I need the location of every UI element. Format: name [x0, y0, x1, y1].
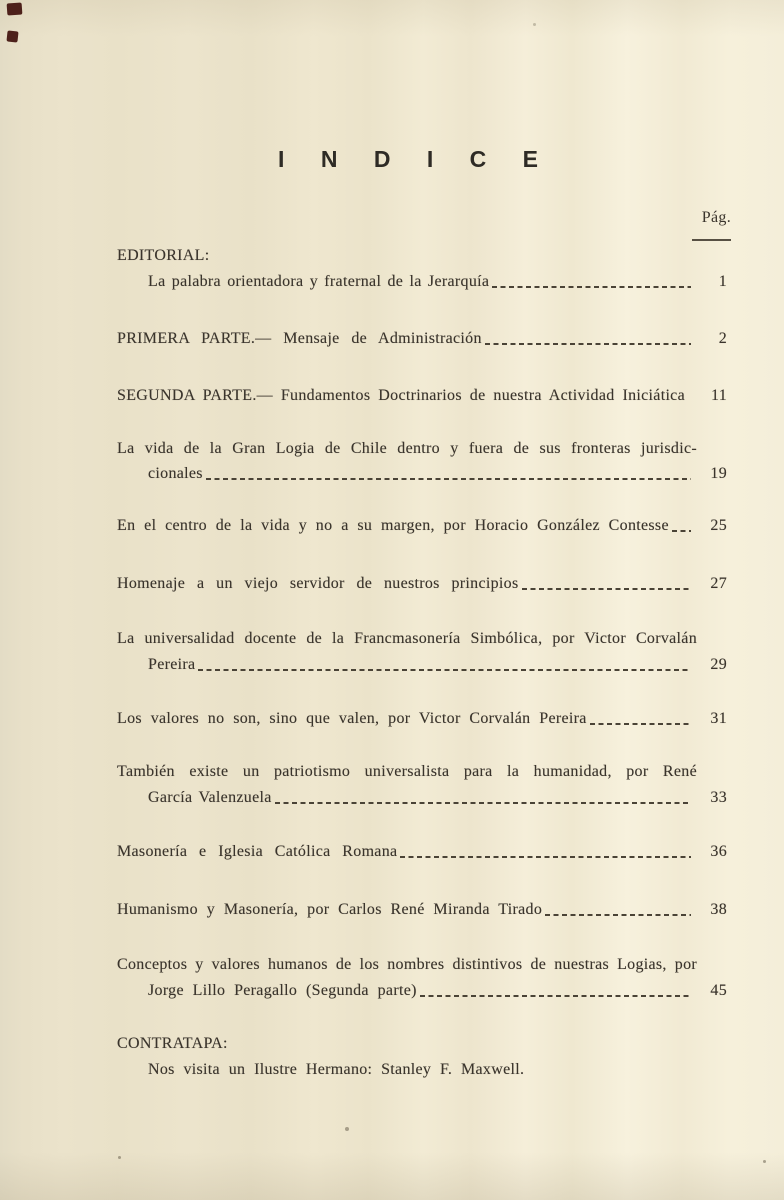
toc-section-heading: [117, 246, 727, 266]
toc-line-text: También existe un patriotismo universalista para la humanidad, por René: [117, 763, 697, 780]
toc-line-text: La vida de la Gran Logia de Chile dentro y fuera de sus fronteras jurisdic-: [117, 440, 697, 457]
toc-page-number: 27: [710, 575, 727, 592]
toc-line-text: cionales: [148, 465, 203, 482]
toc-entry: [148, 1060, 727, 1080]
page-column-label: Pág.: [701, 209, 731, 226]
toc-entry-wrap: [117, 629, 697, 649]
toc-page-number: 2: [718, 330, 727, 347]
toc-line-text: Homenaje a un viejo servidor de nuestros principios: [117, 575, 519, 592]
dash-leader: [485, 343, 691, 345]
toc-page-number: 1: [718, 273, 727, 290]
toc-entry-wrap: [117, 439, 697, 459]
toc-line-text: La universalidad docente de la Francmasonería Simbólica, por Victor Corvalán: [117, 630, 697, 647]
dash-leader: [522, 588, 692, 590]
dash-leader: [590, 723, 691, 725]
dash-leader: [198, 669, 691, 671]
toc-section-heading: [117, 1034, 727, 1054]
paper-speck: [118, 1156, 121, 1159]
ink-mark-top: [7, 2, 23, 15]
toc-entry: [117, 516, 727, 536]
page-title: I N D I C E: [278, 146, 553, 172]
toc-line-text: Conceptos y valores humanos de los nombres distintivos de nuestras Logias, por: [117, 956, 697, 973]
toc-entry: [117, 574, 727, 594]
toc-line-text: Pereira: [148, 656, 196, 673]
toc-line-text: Humanismo y Masonería, por Carlos René Miranda Tirado: [117, 901, 543, 918]
toc-entry: [117, 709, 727, 729]
dash-leader: [545, 914, 691, 916]
toc-entry: [148, 272, 727, 292]
toc-entry: [148, 788, 727, 808]
toc-entry: [148, 655, 727, 675]
toc-entry: [117, 900, 727, 920]
dash-leader: [275, 802, 691, 804]
toc-page-number: 29: [710, 656, 727, 673]
toc-line-text: EDITORIAL:: [117, 247, 210, 264]
dash-leader: [400, 856, 691, 858]
toc-page-number: 19: [710, 465, 727, 482]
toc-page-number: 25: [710, 517, 727, 534]
ink-mark-bottom: [6, 30, 18, 42]
dash-leader: [492, 286, 691, 288]
toc-page-number: 38: [710, 901, 727, 918]
toc-line-text: García Valenzuela: [148, 789, 272, 806]
page-column-underline: [692, 239, 731, 241]
toc-page-number: 36: [710, 843, 727, 860]
toc-line-text: Masonería e Iglesia Católica Romana: [117, 843, 398, 860]
dash-leader: [420, 995, 691, 997]
toc-line-text: SEGUNDA PARTE.— Fundamentos Doctrinarios de nuestra Actividad Iniciática: [117, 387, 685, 404]
paper-speck: [763, 1160, 766, 1163]
toc-line-text: CONTRATAPA:: [117, 1035, 228, 1052]
toc-entry: [148, 981, 727, 1001]
toc-line-text: Nos visita un Ilustre Hermano: Stanley F. Maxwell.: [148, 1061, 525, 1078]
paper-speck: [533, 23, 536, 26]
toc-entry-wrap: [117, 762, 697, 782]
toc-entry: [117, 329, 727, 349]
paper-speck: [345, 1127, 349, 1131]
dash-leader: [206, 478, 691, 480]
toc-entry: [117, 842, 727, 862]
toc-entry: [117, 386, 727, 406]
dash-leader: [672, 530, 691, 532]
toc-page-number: 45: [710, 982, 727, 999]
toc-page-number: 33: [710, 789, 727, 806]
toc-page-number: 31: [710, 710, 727, 727]
toc-entry: [148, 464, 727, 484]
toc-page-number: 11: [710, 387, 727, 404]
toc-entry-wrap: [117, 955, 697, 975]
toc-line-text: PRIMERA PARTE.— Mensaje de Administración: [117, 330, 482, 347]
toc-line-text: La palabra orientadora y fraternal de la Jerarquía: [148, 273, 490, 290]
toc-line-text: Jorge Lillo Peragallo (Segunda parte): [148, 982, 417, 999]
toc-line-text: En el centro de la vida y no a su margen, por Horacio González Contesse: [117, 517, 669, 534]
toc-line-text: Los valores no son, sino que valen, por Victor Corvalán Pereira: [117, 710, 587, 727]
